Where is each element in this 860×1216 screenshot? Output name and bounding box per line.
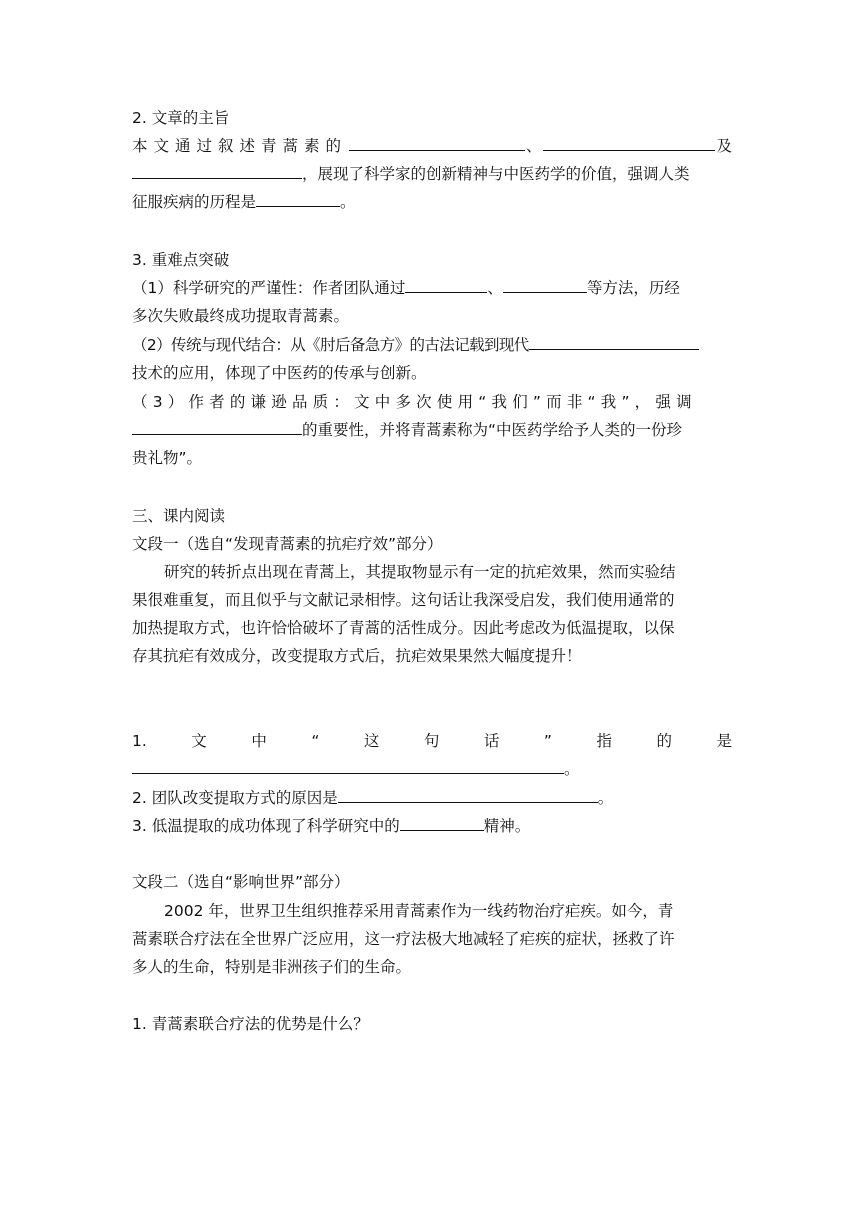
section2-line1 xyxy=(132,132,732,160)
blank-field[interactable] xyxy=(132,416,302,435)
section2-heading: 2. 文章的主旨 xyxy=(132,109,230,127)
passage2-line: 蒿素联合疗法在全世界广泛应用，这一疗法极大地减轻了疟疾的症状，拯救了许 xyxy=(132,930,675,948)
question-3-end: 精神。 xyxy=(483,817,531,835)
answer-blank[interactable] xyxy=(400,812,484,831)
item3-text-b: 的重要性，并将青蒿素称为“中医药学给予人类的一份珍 xyxy=(302,421,683,439)
period: 。 xyxy=(340,193,356,211)
q1-token: 这 xyxy=(363,732,380,750)
blank-field[interactable] xyxy=(543,132,715,151)
passage1-line: 加热提取方式，也许恰恰破坏了青蒿的活性成分。因此考虑改为低温提取，以保 xyxy=(132,619,675,637)
section3-item3-line1: （3）作者的谦逊品质：文中多次使用“我们”而非“我”，强调 xyxy=(132,393,697,411)
question-1-line2 xyxy=(132,755,732,783)
period: 。 xyxy=(564,760,580,778)
q1-token: 的 xyxy=(656,732,672,750)
passage2-line: 2002 年，世界卫生组织推荐采用青蒿素作为一线药物治疗疟疾。如今，青 xyxy=(164,902,674,920)
q1-token: 话 xyxy=(483,732,500,750)
section3-item2-line1 xyxy=(132,331,732,359)
blank-field[interactable] xyxy=(529,331,699,350)
section2-line3 xyxy=(132,188,732,216)
section2-line1-text: 本文通过叙述青蒿素的 xyxy=(132,137,348,155)
section2-line2 xyxy=(132,160,732,188)
item1-text-b: 等方法，历经 xyxy=(586,279,680,297)
q1-token: 指 xyxy=(596,732,612,750)
q1-token: 1. xyxy=(132,732,147,750)
blank-field[interactable] xyxy=(349,132,525,151)
question-2 xyxy=(132,784,732,812)
separator: 、 xyxy=(487,279,503,297)
passage2-question-1: 1. 青蒿素联合疗法的优势是什么？ xyxy=(132,1015,369,1033)
passage1-line: 存其抗疟有效成分，改变提取方式后，抗疟效果果然大幅度提升！ xyxy=(132,647,582,665)
q1-token: ” xyxy=(543,732,552,750)
section3-heading: 3. 重难点突破 xyxy=(132,251,230,269)
question-3 xyxy=(132,812,732,840)
q1-token: 中 xyxy=(251,732,267,750)
question-3-text: 3. 低温提取的成功体现了科学研究中的 xyxy=(132,817,400,835)
q1-token: 句 xyxy=(423,732,440,750)
blank-field[interactable] xyxy=(132,160,302,179)
period: 。 xyxy=(597,789,614,807)
q1-token: 是 xyxy=(716,732,732,750)
section2-line3-text: 征服疾病的历程是 xyxy=(132,193,257,211)
section3-item2-line2: 技术的应用，体现了中医药的传承与创新。 xyxy=(132,364,427,382)
conjunction: 及 xyxy=(716,137,732,155)
passage1-line: 果很难重复，而且似乎与文献记录相悖。这句话让我深受启发，我们使用通常的 xyxy=(132,591,675,609)
reading-heading: 三、课内阅读 xyxy=(132,507,226,525)
passage2-title: 文段二（选自“影响世界”部分） xyxy=(132,873,350,891)
q1-token: “ xyxy=(311,732,320,750)
blank-field[interactable] xyxy=(503,274,587,293)
section3-item1-line2: 多次失败最终成功提取青蒿素。 xyxy=(132,307,350,325)
answer-blank[interactable] xyxy=(338,784,598,803)
blank-field[interactable] xyxy=(405,274,487,293)
section3-item3-line3: 贵礼物”。 xyxy=(132,449,203,467)
passage1-title: 文段一（选自“发现青蒿素的抗疟疗效”部分） xyxy=(132,535,443,553)
section3-item3-line2 xyxy=(132,416,732,444)
separator: 、 xyxy=(525,137,542,155)
section2-line2-text: ，展现了科学家的创新精神与中医药学的价值，强调人类 xyxy=(302,165,690,183)
blank-field[interactable] xyxy=(256,188,340,207)
q1-token: 文 xyxy=(191,732,207,750)
section3-item1-line1 xyxy=(132,274,732,302)
answer-blank[interactable] xyxy=(132,755,564,774)
item1-text: （1）科学研究的严谨性：作者团队通过 xyxy=(132,279,406,297)
question-1-line1 xyxy=(132,727,732,755)
passage2-line: 多人的生命，特别是非洲孩子们的生命。 xyxy=(132,958,412,976)
passage1-line: 研究的转折点出现在青蒿上，其提取物显示有一定的抗疟效果，然而实验结 xyxy=(164,563,676,581)
question-2-text: 2. 团队改变提取方式的原因是 xyxy=(132,789,338,807)
item2-text: （2）传统与现代结合：从《肘后备急方》的古法记载到现代 xyxy=(132,336,529,354)
